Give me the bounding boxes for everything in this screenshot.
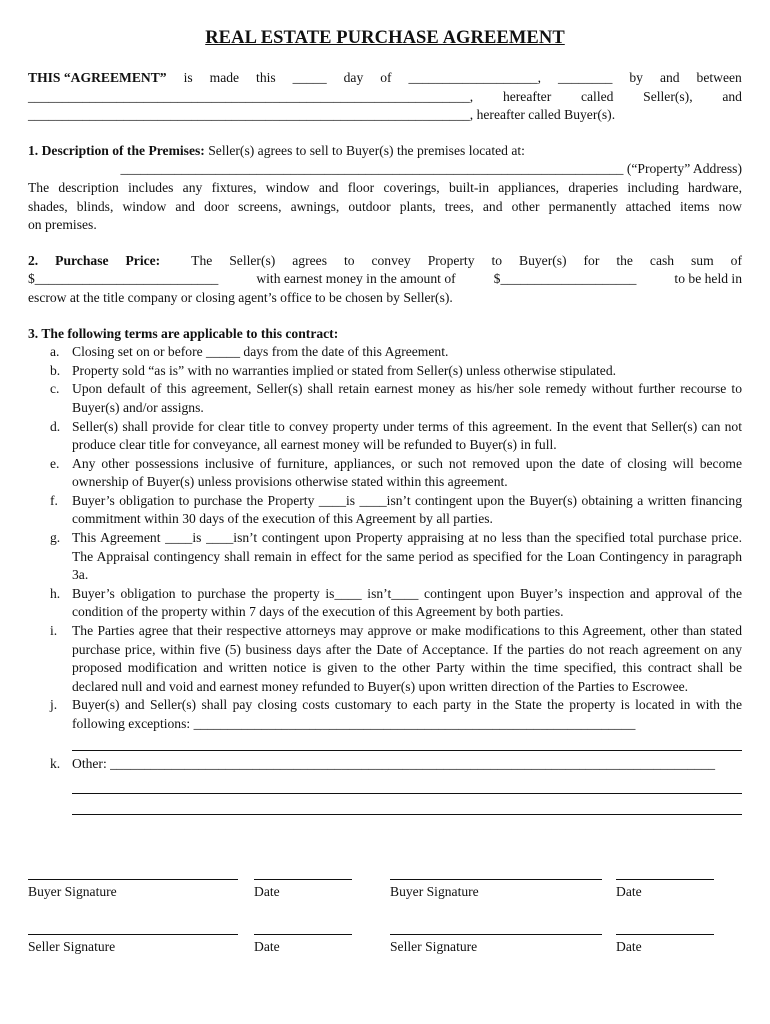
term-item-f	[28, 492, 742, 529]
term-marker: k.	[50, 755, 61, 771]
word: to	[491, 252, 503, 268]
seller-date-field-2[interactable]	[616, 934, 714, 955]
property-address-blank[interactable]: __________________________________________________________________________ (“Property” Address)	[120, 161, 742, 177]
intro-line-2	[28, 88, 742, 107]
term-marker: g.	[50, 530, 61, 546]
word: sum	[691, 252, 714, 268]
term-text: Buyer’s obligation to purchase the Property ____is ____isn’t contingent upon the Buyer(s) obtaining a written financing commitment within 30 days of the execution of this Agreement by all parties.	[72, 492, 742, 527]
buyer-date-field-1[interactable]	[254, 879, 352, 900]
month-blank[interactable]: ___________________,	[408, 70, 542, 85]
exceptions-blank[interactable]: Buyer(s) and Seller(s) shall pay closing costs customary to each party in the State the property is located in with the following exceptions: _________________________________________________________________	[72, 697, 742, 731]
word: The	[191, 252, 213, 268]
term-marker: d.	[50, 418, 61, 434]
word: cash	[649, 252, 675, 268]
other-terms-line-3[interactable]	[72, 800, 742, 815]
premises-desc-line-3: on premises.	[28, 217, 97, 233]
seller-name-blank[interactable]: _________________________________________________________________,	[28, 88, 474, 104]
seller-signature-field-1[interactable]	[28, 934, 238, 955]
term-item-a	[28, 343, 742, 362]
term-text: The Parties agree that their respective attorneys may approve or make modifications to this Agreement, other than stated purchase price, within five (5) business days after the Date of Acceptance. If the parties do not reach agreement on any proposed modification and written notice is given to the other Party within the time specified, this contract shall be declared null and void and earnest money refunded to Buyer(s) upon written direction of the Parties to Escrowee.	[72, 623, 742, 694]
word: of	[380, 70, 392, 85]
term-text: Buyer’s obligation to purchase the property is____ isn’t____ contingent upon Buyer’s inspection and approval of the condition of the property within 7 days of the execution of this Agreement by both parties.	[72, 585, 742, 620]
intro-line-3[interactable]: _________________________________________________________________, hereafter called Buyer(s).	[28, 107, 616, 123]
word: Seller(s),	[643, 88, 693, 104]
signature-label: Buyer Signature	[390, 884, 479, 899]
price-line-2	[28, 270, 742, 289]
price-heading-word: Price:	[125, 252, 161, 268]
term-marker: e.	[50, 455, 60, 471]
term-text: This Agreement ____is ____isn’t contingent upon Property appraising at no less than the specified total purchase price. The Appraisal contingency shall remain in effect for the same period as specified for the Loan Contingency in paragraph 3a.	[72, 530, 742, 583]
earnest-money-blank[interactable]: $____________________	[493, 271, 637, 287]
price-heading-word: Purchase	[55, 252, 109, 268]
term-item-j	[28, 696, 742, 750]
term-marker: j.	[50, 697, 58, 713]
section-number: 2.	[28, 252, 39, 268]
intro-line-1	[28, 69, 742, 88]
word: by	[629, 70, 643, 85]
premises-desc-line-1: The description includes any fixtures, window and floor coverings, built-in appliances, draperies including hardware,	[28, 179, 742, 195]
signature-row-buyer	[28, 879, 742, 909]
premises-heading: 1. Description of the Premises:	[28, 142, 205, 158]
buyer-signature-field-1[interactable]	[28, 879, 238, 900]
buyer-signature-field-2[interactable]	[390, 879, 602, 900]
term-text: Closing set on or before _____ days from the date of this Agreement.	[72, 344, 449, 360]
word: is	[183, 70, 193, 85]
document-title: REAL ESTATE PURCHASE AGREEMENT	[205, 28, 565, 48]
term-item-b	[28, 362, 742, 381]
other-terms-line-2[interactable]	[72, 779, 742, 794]
other-terms-blank[interactable]: Other: _________________________________________________________________________________________	[72, 755, 716, 771]
word: called	[580, 88, 614, 104]
agreement-term: THIS “AGREEMENT”	[28, 70, 167, 85]
terms-heading: 3. The following terms are applicable to this contract:	[28, 325, 339, 341]
premises-heading-line	[28, 142, 742, 161]
term-marker: b.	[50, 362, 61, 378]
seller-date-field-1[interactable]	[254, 934, 352, 955]
intro-paragraph	[28, 69, 742, 125]
term-marker: i.	[50, 623, 58, 639]
word: and	[722, 88, 742, 104]
date-label: Date	[616, 884, 642, 899]
term-item-d	[28, 418, 742, 455]
word: with earnest money in the amount of	[256, 271, 456, 287]
section-purchase-price	[28, 252, 742, 308]
word: to be held in	[674, 271, 742, 287]
exceptions-extra-line[interactable]	[72, 736, 742, 751]
term-marker: c.	[50, 381, 60, 397]
signature-row-seller	[28, 934, 742, 964]
cash-sum-blank[interactable]: $___________________________	[28, 271, 219, 287]
price-line-1	[28, 252, 742, 271]
word: for	[583, 252, 600, 268]
word: Property	[427, 252, 475, 268]
term-text: Seller(s) shall provide for clear title to convey property under terms of this agreement. In the event that Seller(s) can not produce clear title for conveyance, all earnest money will be refunded to Buyer(s) in full.	[72, 418, 742, 453]
term-item-k	[28, 755, 742, 816]
term-marker: f.	[50, 492, 58, 508]
word: day	[343, 70, 364, 85]
term-marker: h.	[50, 585, 61, 601]
year-blank[interactable]: ________	[558, 70, 613, 85]
agreement-page	[28, 28, 742, 815]
term-text: Upon default of this agreement, Seller(s) shall retain earnest money as his/her sole remedy without further recourse to Buyer(s) and/or assigns.	[72, 381, 742, 415]
term-text: Any other possessions inclusive of furniture, appliances, or such not removed upon the date of closing will become ownership of Buyer(s) unless provisions otherwise stated within this agreement.	[72, 455, 742, 490]
word: made	[209, 70, 240, 85]
term-item-e	[28, 455, 742, 492]
word: this	[256, 70, 276, 85]
buyer-date-field-2[interactable]	[616, 879, 714, 900]
date-label: Date	[616, 939, 642, 954]
premises-text: Seller(s) agrees to sell to Buyer(s) the premises located at:	[208, 142, 525, 158]
section-premises	[28, 142, 742, 235]
word: between	[696, 70, 742, 85]
term-item-h	[28, 585, 742, 622]
word: hereafter	[502, 88, 552, 104]
word: Seller(s)	[229, 252, 276, 268]
price-line-3: escrow at the title company or closing agent’s office to be chosen by Seller(s).	[28, 289, 453, 305]
word: the	[616, 252, 633, 268]
word: convey	[371, 252, 411, 268]
word: and	[659, 70, 680, 85]
term-item-g	[28, 529, 742, 585]
date-label: Date	[254, 884, 280, 899]
term-text: Property sold “as is” with no warranties implied or stated from Seller(s) unless otherwise stipulated.	[72, 362, 617, 378]
signature-label: Buyer Signature	[28, 884, 117, 899]
date-label: Date	[254, 939, 280, 954]
section-terms	[28, 325, 742, 816]
word: agrees	[292, 252, 327, 268]
day-blank[interactable]: _____	[292, 70, 327, 85]
term-item-i	[28, 622, 742, 696]
signature-label: Seller Signature	[390, 939, 478, 954]
word: of	[730, 252, 742, 268]
term-marker: a.	[50, 344, 60, 360]
term-item-c	[28, 380, 742, 417]
premises-desc-line-2: shades, blinds, window and door screens, awnings, outdoor plants, trees, and other permanently attached items now	[28, 198, 742, 214]
word: to	[343, 252, 355, 268]
signature-label: Seller Signature	[28, 939, 116, 954]
seller-signature-field-2[interactable]	[390, 934, 602, 955]
terms-list	[28, 343, 742, 815]
word: Buyer(s)	[519, 252, 567, 268]
